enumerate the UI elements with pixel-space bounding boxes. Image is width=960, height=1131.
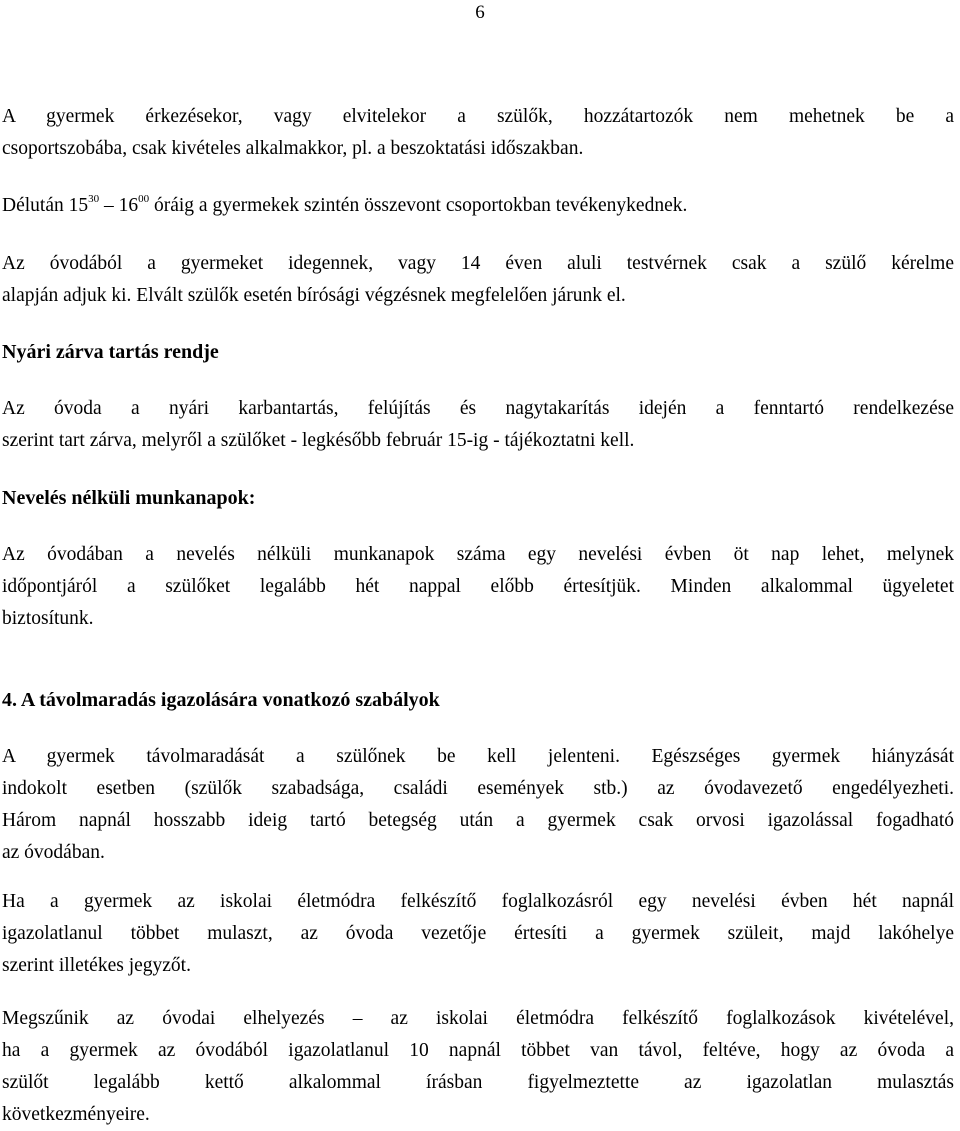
text-line	[2, 190, 954, 222]
text-line: indokolt esetben (szülők szabadsága, családi események stb.) az óvodavezető engedélyezheti.	[2, 778, 954, 799]
superscript-minutes: 30	[88, 192, 100, 205]
text-line: csoportszobába, csak kivételes alkalmakkor, pl. a beszoktatási időszakban.	[2, 138, 584, 159]
text-line: igazolatlanul többet mulaszt, az óvoda vezetője értesíti a gyermek szüleit, majd lakóhelye	[2, 923, 954, 944]
afternoon-text-c: óráig a gyermekek szintén összevont csoportokban tevékenykednek.	[149, 195, 688, 216]
page-number: 6	[475, 2, 485, 23]
paragraph-termination	[2, 1003, 954, 1131]
text-line: Az óvoda a nyári karbantartás, felújítás és nagytakarítás idején a fenntartó rendelkezése	[2, 398, 954, 419]
text-line: biztosítunk.	[2, 608, 94, 629]
afternoon-text-b: – 16	[99, 195, 139, 216]
text-line: A gyermek távolmaradását a szülőnek be kell jelenteni. Egészséges gyermek hiányzását	[2, 746, 954, 767]
text-line: ha a gyermek az óvodából igazolatlanul 10 napnál többet van távol, feltéve, hogy az óvoda a	[2, 1040, 954, 1061]
text-line: A gyermek érkezésekor, vagy elvitelekor a szülők, hozzátartozók nem mehetnek be a	[2, 106, 954, 127]
paragraph-summer-closure	[2, 393, 954, 457]
afternoon-text-a: Délután 15	[2, 195, 89, 216]
paragraph-pickup	[2, 248, 954, 312]
text-line: Az óvodában a nevelés nélküli munkanapok száma egy nevelési évben öt nap lehet, melynek	[2, 544, 954, 565]
text-line: Megszűnik az óvodai elhelyezés – az iskolai életmódra felkészítő foglalkozások kivételével,	[2, 1008, 954, 1029]
text-line: Az óvodából a gyermeket idegennek, vagy 14 éven aluli testvérnek csak a szülő kérelme	[2, 253, 954, 274]
text-line: Három napnál hosszabb ideig tartó betegség után a gyermek csak orvosi igazolással fogadható	[2, 810, 954, 831]
section-heading-absence-rules: 4. A távolmaradás igazolására vonatkozó szabályok	[2, 689, 440, 711]
text-line: szülőt legalább kettő alkalommal írásban figyelmeztette az igazolatlan mulasztás	[2, 1072, 954, 1093]
paragraph-afternoon	[2, 190, 954, 222]
text-line: szerint illetékes jegyzőt.	[2, 955, 191, 976]
section-heading-summer-closure: Nyári zárva tartás rendje	[2, 341, 219, 363]
text-line: alapján adjuk ki. Elvált szülők esetén bírósági végzésnek megfelelően járunk el.	[2, 285, 626, 306]
section-heading-non-teaching-days: Nevelés nélküli munkanapok:	[2, 487, 256, 509]
paragraph-absence-report	[2, 741, 954, 869]
text-line: Ha a gyermek az iskolai életmódra felkészítő foglalkozásról egy nevelési évben hét napnál	[2, 891, 954, 912]
superscript-minutes: 00	[138, 192, 150, 205]
text-line: időpontjáról a szülőket legalább hét nappal előbb értesítjük. Minden alkalommal ügyeletet	[2, 576, 954, 597]
text-line: szerint tart zárva, melyről a szülőket - legkésőbb február 15-ig - tájékoztatni kell.	[2, 430, 635, 451]
text-line: következményeire.	[2, 1104, 150, 1125]
paragraph-non-teaching-days	[2, 539, 954, 635]
text-line: az óvodában.	[2, 842, 105, 863]
paragraph-unexcused-absence	[2, 886, 954, 982]
paragraph-arrival	[2, 101, 954, 165]
